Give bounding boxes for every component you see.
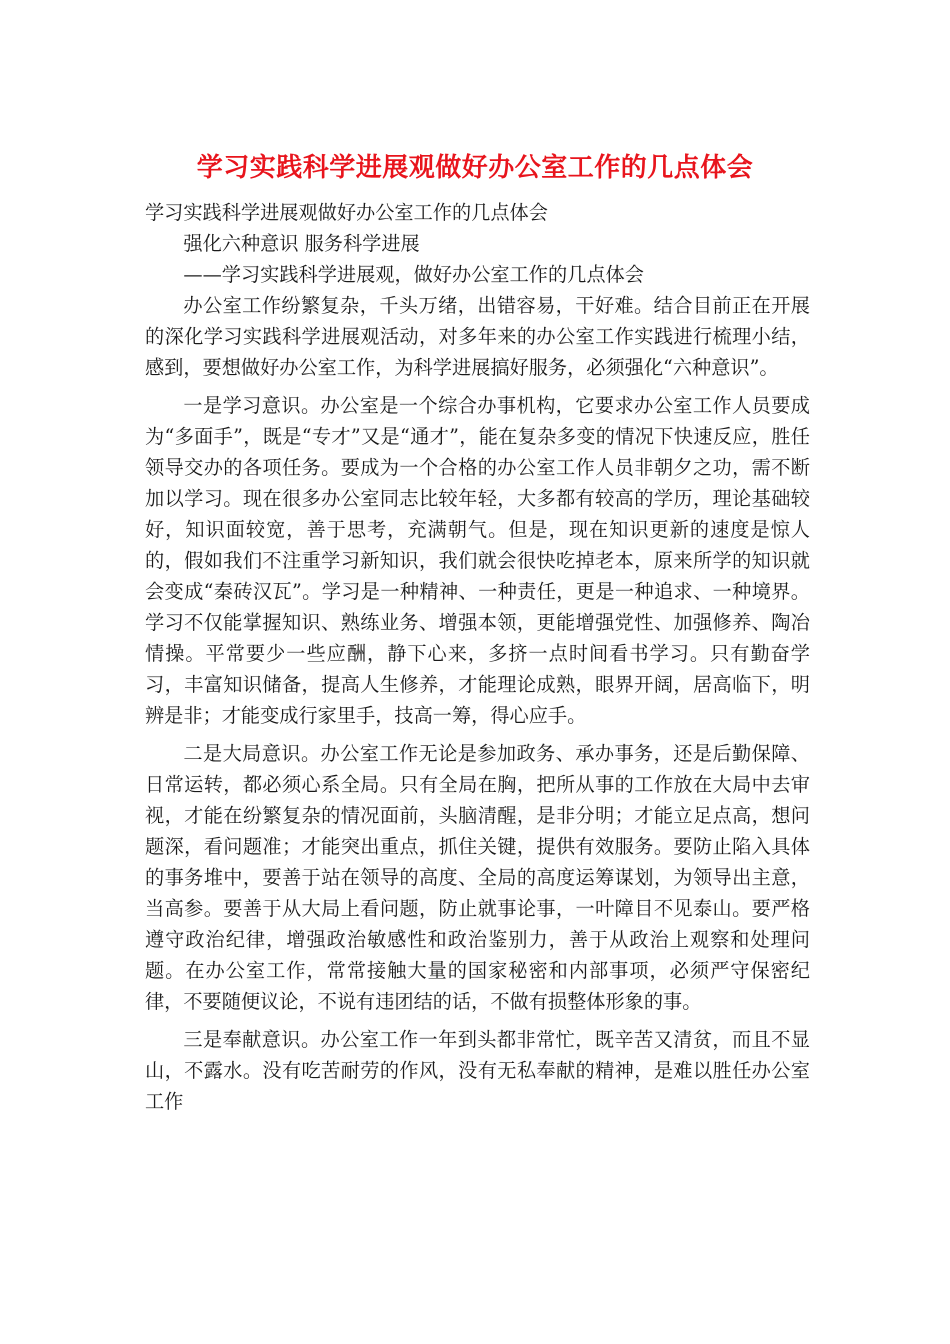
document-body (145, 197, 810, 1117)
document-title: 学习实践科学进展观做好办公室工作的几点体会 (196, 153, 754, 183)
body-heading-line: 学习实践科学进展观做好办公室工作的几点体会 (145, 201, 548, 224)
paragraph-learning-awareness: 一是学习意识。办公室是一个综合办事机构，它要求办公室工作人员要成为“多面手”，既是“专才”又是“通才”，能在复杂多变的情况下快速反应，胜任领导交办的各项任务。要成为一个合格的办公室工作人员非朝夕之功，需不断加以学习。现在很多办公室同志比较年轻，大多都有较高的学历，理论基础较好，知识面较宽，善于思考，充满朝气。但是，现在知识更新的速度是惊人的，假如我们不注重学习新知识，我们就会很快吃掉老本，原来所学的知识就会变成“秦砖汉瓦”。学习是一种精神、一种责任，更是一种追求、一种境界。学习不仅能掌握知识、熟练业务、增强本领，更能增强党性、加强修养、陶冶情操。平常要少一些应酬，静下心来，多挤一点时间看书学习。只有勤奋学习，丰富知识储备，提高人生修养，才能理论成熟，眼界开阔，居高临下，明辨是非；才能变成行家里手，技高一筹，得心应手。 (145, 394, 810, 727)
paragraph-overall-awareness: 二是大局意识。办公室工作无论是参加政务、承办事务，还是后勤保障、日常运转，都必须心系全局。只有全局在胸，把所从事的工作放在大局中去审视，才能在纷繁复杂的情况面前，头脑清醒，是非分明；才能立足点高，想问题深，看问题准；才能突出重点，抓住关键，提供有效服务。要防止陷入具体的事务堆中，要善于站在领导的高度、全局的高度运筹谋划，为领导出主意，当高参。要善于从大局上看问题，防止就事论事，一叶障目不见泰山。要严格遵守政治纪律，增强政治敏感性和政治鉴别力，善于从政治上观察和处理问题。在办公室工作，常常接触大量的国家秘密和内部事项，必须严守保密纪律，不要随便议论，不说有违团结的话，不做有损整体形象的事。 (145, 742, 810, 1013)
paragraph-dedication-awareness: 三是奉献意识。办公室工作一年到头都非常忙，既辛苦又清贫，而且不显山，不露水。没有吃苦耐劳的作风，没有无私奉献的精神，是难以胜任办公室工作 (145, 1028, 810, 1113)
subtitle-dash-line: ——学习实践科学进展观，做好办公室工作的几点体会 (183, 263, 644, 286)
intro-paragraph: 办公室工作纷繁复杂，千头万绪，出错容易，干好难。结合目前正在开展的深化学习实践科学进展观活动，对多年来的办公室工作实践进行梳理小结，感到，要想做好办公室工作，为科学进展搞好服务，必须强化“六种意识”。 (145, 294, 810, 379)
subtitle-line: 强化六种意识 服务科学进展 (183, 232, 420, 255)
